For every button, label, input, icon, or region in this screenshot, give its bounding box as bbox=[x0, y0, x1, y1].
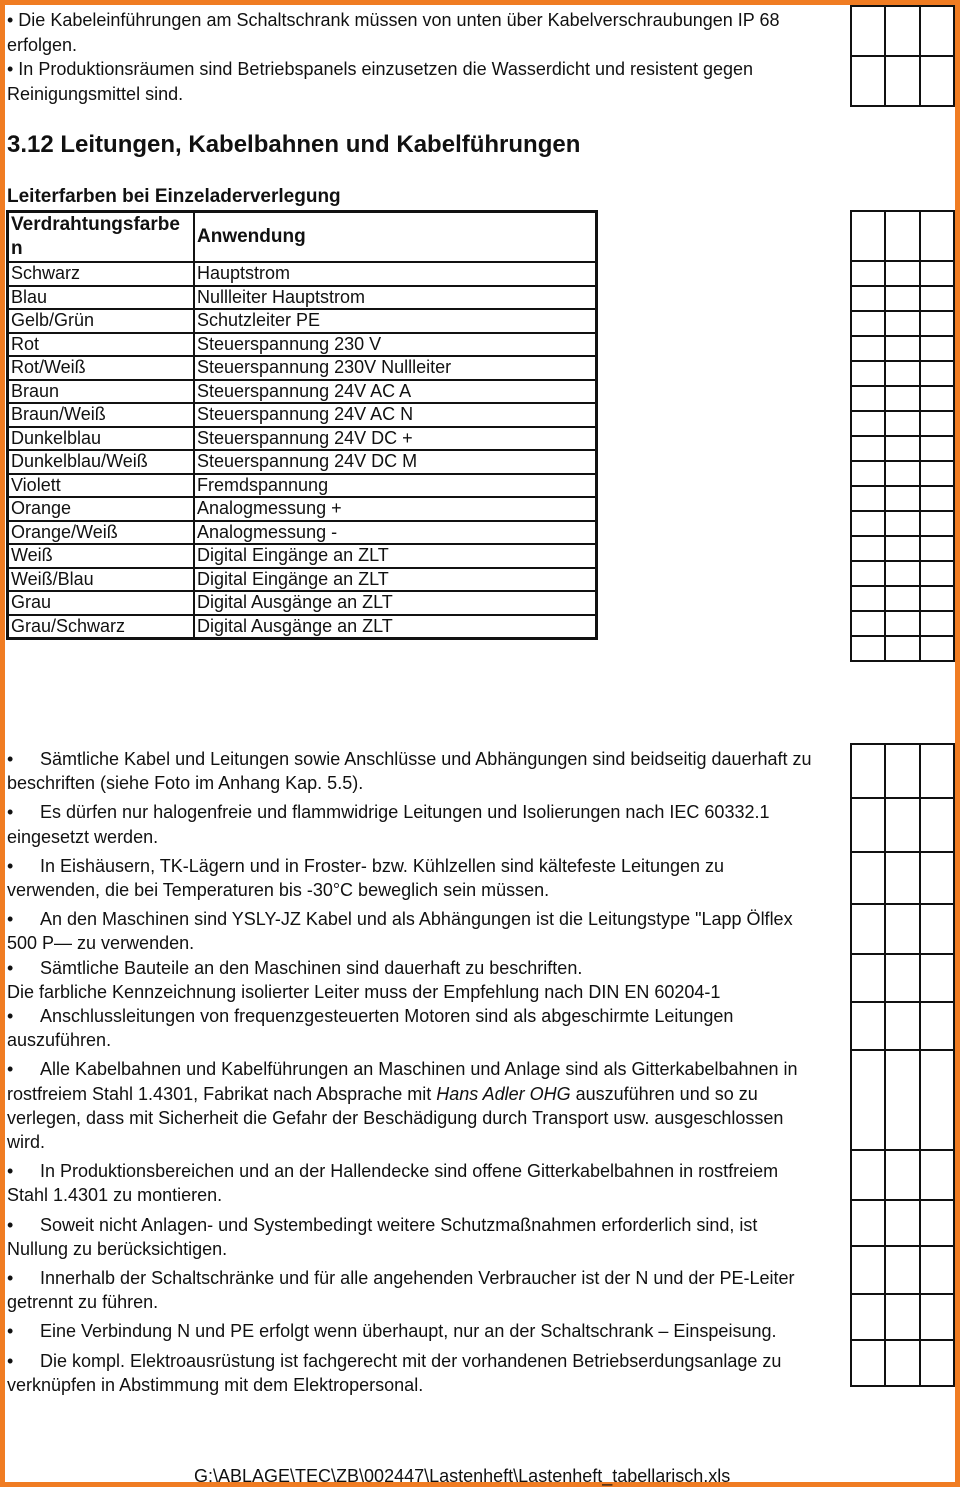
table-caption: Leiterfarben bei Einzeladerverlegung bbox=[7, 186, 341, 207]
grid-cell bbox=[885, 1150, 919, 1200]
color-cell: Gelb/Grün bbox=[8, 309, 195, 333]
grid-cell bbox=[851, 511, 885, 536]
table-row bbox=[8, 333, 597, 357]
grid-cell bbox=[920, 744, 954, 798]
grid-cell bbox=[920, 311, 954, 336]
grid-cell bbox=[920, 6, 954, 56]
grid-row bbox=[851, 311, 954, 336]
grid-cell bbox=[885, 1200, 919, 1246]
application-cell: Digital Eingänge an ZLT bbox=[194, 568, 597, 592]
bullet-icon: • bbox=[7, 1350, 14, 1371]
grid-row bbox=[851, 436, 954, 461]
table-row bbox=[8, 356, 597, 380]
grid-cell bbox=[851, 798, 885, 852]
grid-row bbox=[851, 336, 954, 361]
grid-cell bbox=[920, 336, 954, 361]
grid-cell bbox=[851, 536, 885, 561]
table-header-row bbox=[8, 212, 597, 263]
application-cell: Digital Eingänge an ZLT bbox=[194, 544, 597, 568]
grid-cell bbox=[851, 611, 885, 636]
grid-cell bbox=[851, 561, 885, 586]
grid-row bbox=[851, 611, 954, 636]
grid-cell bbox=[920, 286, 954, 311]
grid-row bbox=[851, 411, 954, 436]
grid-cell bbox=[885, 744, 919, 798]
grid-cell bbox=[851, 636, 885, 661]
grid-cell bbox=[920, 561, 954, 586]
grid-cell bbox=[920, 798, 954, 852]
grid-cell bbox=[920, 261, 954, 286]
grid-cell bbox=[885, 386, 919, 411]
list-item: • Anschlussleitungen von frequenzgesteuerten Motoren sind als abgeschirmte Leitungen auszuführen. bbox=[7, 1006, 734, 1051]
grid-cell bbox=[920, 904, 954, 954]
section-heading: 3.12 Leitungen, Kabelbahnen und Kabelführungen bbox=[7, 131, 581, 158]
list-item: • Alle Kabelbahnen und Kabelführungen an Maschinen und Anlage sind als Gitterkabelbahnen in rostfreiem Stahl 1.4301, Fabrikat nach Absprache mit Hans Adler OHG auszuführen und so zu verlegen, dass mit Sicherheit die Gefahr der Beschädigung durch Transport usw. ausgeschlossen wird. bbox=[7, 1059, 798, 1153]
grid-cell bbox=[851, 852, 885, 904]
application-cell: Analogmessung + bbox=[194, 497, 597, 521]
table-row bbox=[8, 544, 597, 568]
table-row bbox=[8, 591, 597, 615]
list-item: • An den Maschinen sind YSLY-JZ Kabel und als Abhängungen ist die Leitungstype "Lapp Ölflex 500 P— zu verwenden. bbox=[7, 909, 793, 954]
grid-cell bbox=[851, 6, 885, 56]
table-row bbox=[8, 380, 597, 404]
color-cell: Braun/Weiß bbox=[8, 403, 195, 427]
grid-row bbox=[851, 561, 954, 586]
grid-cell bbox=[851, 586, 885, 611]
grid-row bbox=[851, 1002, 954, 1050]
grid-cell bbox=[920, 536, 954, 561]
grid-row bbox=[851, 852, 954, 904]
grid-cell bbox=[920, 211, 954, 261]
grid-cell bbox=[920, 1150, 954, 1200]
grid-cell bbox=[851, 1294, 885, 1340]
grid-cell bbox=[851, 436, 885, 461]
grid-cell bbox=[885, 1050, 919, 1150]
grid-cell bbox=[885, 286, 919, 311]
grid-cell bbox=[851, 904, 885, 954]
grid-cell bbox=[885, 1294, 919, 1340]
grid-cell bbox=[920, 1002, 954, 1050]
grid-cell bbox=[851, 1246, 885, 1294]
grid-cell bbox=[851, 56, 885, 106]
grid-cell bbox=[920, 611, 954, 636]
application-cell: Nullleiter Hauptstrom bbox=[194, 286, 597, 310]
grid-cell bbox=[851, 461, 885, 486]
list-item: • Die kompl. Elektroausrüstung ist fachgerecht mit der vorhandenen Betriebserdungsanlage zu verknüpfen in Abstimmung mit dem Elektropersonal. bbox=[7, 1350, 782, 1395]
grid-cell bbox=[851, 1002, 885, 1050]
list-item: • In Produktionsbereichen und an der Hallendecke sind offene Gitterkabelbahnen in rostfreiem Stahl 1.4301 zu montieren. bbox=[7, 1161, 779, 1206]
grid-row bbox=[851, 56, 954, 106]
checklist-grid-top bbox=[850, 5, 955, 107]
list-item: • Soweit nicht Anlagen- und Systembedingt weitere Schutzmaßnahmen erforderlich sind, ist Nullung zu berücksichtigen. bbox=[7, 1214, 758, 1259]
checklist-grid-table bbox=[850, 210, 955, 662]
company-name: Hans Adler OHG bbox=[436, 1083, 571, 1104]
grid-row bbox=[851, 386, 954, 411]
color-cell: Orange bbox=[8, 497, 195, 521]
grid-row bbox=[851, 361, 954, 386]
application-cell: Schutzleiter PE bbox=[194, 309, 597, 333]
grid-cell bbox=[885, 411, 919, 436]
table-row bbox=[8, 286, 597, 310]
grid-row bbox=[851, 286, 954, 311]
application-cell: Hauptstrom bbox=[194, 262, 597, 286]
grid-cell bbox=[851, 1340, 885, 1386]
application-cell: Steuerspannung 24V AC A bbox=[194, 380, 597, 404]
grid-row bbox=[851, 211, 954, 261]
grid-cell bbox=[920, 954, 954, 1002]
grid-cell bbox=[885, 361, 919, 386]
grid-cell bbox=[920, 1200, 954, 1246]
application-cell: Steuerspannung 230 V bbox=[194, 333, 597, 357]
grid-row bbox=[851, 904, 954, 954]
grid-cell bbox=[885, 798, 919, 852]
grid-cell bbox=[851, 1050, 885, 1150]
color-cell: Weiß/Blau bbox=[8, 568, 195, 592]
bullet-icon: • bbox=[7, 1268, 14, 1289]
application-cell: Analogmessung - bbox=[194, 521, 597, 545]
list-item: • Eine Verbindung N und PE erfolgt wenn überhaupt, nur an der Schaltschrank – Einspeisung. bbox=[7, 1319, 812, 1343]
bullet-icon: • bbox=[7, 1214, 14, 1235]
color-cell: Violett bbox=[8, 474, 195, 498]
grid-cell bbox=[885, 6, 919, 56]
grid-cell bbox=[851, 336, 885, 361]
grid-cell bbox=[885, 536, 919, 561]
table-row bbox=[8, 309, 597, 333]
list-item: • Es dürfen nur halogenfreie und flammwidrige Leitungen und Isolierungen nach IEC 60332.1 eingesetzt werden. bbox=[7, 802, 770, 847]
grid-cell bbox=[885, 336, 919, 361]
list-item: • In Eishäusern, TK-Lägern und in Froster- bzw. Kühlzellen sind kältefeste Leitungen zu verwenden, die bei Temperaturen bis -30°C beweglich sein müssen. bbox=[7, 855, 725, 901]
grid-row bbox=[851, 536, 954, 561]
table-row bbox=[8, 568, 597, 592]
grid-row bbox=[851, 6, 954, 56]
grid-row bbox=[851, 461, 954, 486]
table-row bbox=[8, 615, 597, 639]
grid-row bbox=[851, 486, 954, 511]
checklist-grid-bullets bbox=[850, 743, 955, 1387]
grid-cell bbox=[851, 261, 885, 286]
grid-row bbox=[851, 744, 954, 798]
bullet-icon: • bbox=[7, 1161, 14, 1182]
grid-cell bbox=[920, 636, 954, 661]
grid-cell bbox=[885, 852, 919, 904]
grid-row bbox=[851, 798, 954, 852]
grid-cell bbox=[885, 904, 919, 954]
color-cell: Rot bbox=[8, 333, 195, 357]
grid-cell bbox=[885, 1246, 919, 1294]
grid-row bbox=[851, 1340, 954, 1386]
color-cell: Grau/Schwarz bbox=[8, 615, 195, 639]
bullet-icon: • bbox=[7, 855, 14, 876]
grid-cell bbox=[920, 852, 954, 904]
grid-cell bbox=[885, 261, 919, 286]
color-cell: Orange/Weiß bbox=[8, 521, 195, 545]
grid-row bbox=[851, 586, 954, 611]
grid-cell bbox=[885, 486, 919, 511]
grid-cell bbox=[885, 56, 919, 106]
color-cell: Dunkelblau bbox=[8, 427, 195, 451]
grid-cell bbox=[851, 411, 885, 436]
wire-color-table bbox=[6, 210, 598, 640]
grid-cell bbox=[920, 461, 954, 486]
grid-cell bbox=[920, 1340, 954, 1386]
grid-cell bbox=[885, 1340, 919, 1386]
grid-row bbox=[851, 1150, 954, 1200]
grid-cell bbox=[920, 511, 954, 536]
list-item: • Innerhalb der Schaltschränke und für alle angehenden Verbraucher ist der N und der PE-Leiter getrennt zu führen. bbox=[7, 1268, 795, 1313]
bullet-icon: • bbox=[7, 909, 14, 930]
grid-cell bbox=[851, 361, 885, 386]
table-row bbox=[8, 521, 597, 545]
grid-row bbox=[851, 954, 954, 1002]
grid-cell bbox=[920, 436, 954, 461]
table-row bbox=[8, 262, 597, 286]
grid-cell bbox=[885, 311, 919, 336]
grid-cell bbox=[885, 586, 919, 611]
bullet-icon: • bbox=[7, 1006, 14, 1027]
color-cell: Weiß bbox=[8, 544, 195, 568]
grid-cell bbox=[885, 511, 919, 536]
table-row bbox=[8, 474, 597, 498]
intro-text bbox=[7, 8, 807, 106]
grid-cell bbox=[851, 486, 885, 511]
grid-row bbox=[851, 511, 954, 536]
grid-cell bbox=[851, 1150, 885, 1200]
table-row bbox=[8, 497, 597, 521]
plain-line: Die farbliche Kennzeichnung isolierter Leiter muss der Empfehlung nach DIN EN 60204-1 bbox=[7, 981, 721, 1002]
grid-row bbox=[851, 1246, 954, 1294]
grid-cell bbox=[920, 1050, 954, 1150]
requirements-list bbox=[7, 747, 812, 1402]
grid-row bbox=[851, 636, 954, 661]
grid-cell bbox=[851, 311, 885, 336]
grid-cell bbox=[920, 1294, 954, 1340]
grid-cell bbox=[885, 636, 919, 661]
application-cell: Steuerspannung 24V AC N bbox=[194, 403, 597, 427]
bullet-icon: • bbox=[7, 1059, 14, 1080]
application-cell: Digital Ausgänge an ZLT bbox=[194, 615, 597, 639]
grid-cell bbox=[851, 744, 885, 798]
grid-row bbox=[851, 261, 954, 286]
grid-cell bbox=[851, 1200, 885, 1246]
table-row bbox=[8, 427, 597, 451]
intro-line-2: • In Produktionsräumen sind Betriebspanels einzusetzen die Wasserdicht und resistent gegen Reinigungsmittel sind. bbox=[7, 59, 754, 104]
grid-cell bbox=[885, 211, 919, 261]
grid-cell bbox=[920, 386, 954, 411]
header-application: Anwendung bbox=[194, 212, 597, 263]
color-cell: Rot/Weiß bbox=[8, 356, 195, 380]
table-row bbox=[8, 450, 597, 474]
list-item: • Sämtliche Kabel und Leitungen sowie Anschlüsse und Abhängungen sind beidseitig dauerhaft zu beschriften (siehe Foto im Anhang Kap. 5.5). bbox=[7, 749, 812, 794]
grid-cell bbox=[851, 954, 885, 1002]
grid-cell bbox=[920, 1246, 954, 1294]
grid-row bbox=[851, 1200, 954, 1246]
table-row bbox=[8, 403, 597, 427]
color-cell: Schwarz bbox=[8, 262, 195, 286]
grid-cell bbox=[851, 286, 885, 311]
application-cell: Steuerspannung 230V Nullleiter bbox=[194, 356, 597, 380]
header-wiring-color: Verdrahtungsfarbe n bbox=[8, 212, 195, 263]
grid-cell bbox=[920, 411, 954, 436]
color-cell: Dunkelblau/Weiß bbox=[8, 450, 195, 474]
list-item: • Sämtliche Bauteile an den Maschinen sind dauerhaft zu beschriften. bbox=[7, 956, 812, 980]
grid-cell bbox=[851, 211, 885, 261]
application-cell: Steuerspannung 24V DC M bbox=[194, 450, 597, 474]
color-cell: Braun bbox=[8, 380, 195, 404]
grid-cell bbox=[885, 611, 919, 636]
application-cell: Fremdspannung bbox=[194, 474, 597, 498]
grid-cell bbox=[885, 436, 919, 461]
grid-cell bbox=[885, 461, 919, 486]
grid-row bbox=[851, 1294, 954, 1340]
bullet-icon: • bbox=[7, 1321, 14, 1342]
bullet-icon: • bbox=[7, 749, 14, 769]
grid-cell bbox=[885, 561, 919, 586]
bullet-icon: • bbox=[7, 802, 14, 823]
grid-cell bbox=[920, 361, 954, 386]
color-cell: Grau bbox=[8, 591, 195, 615]
grid-cell bbox=[851, 386, 885, 411]
grid-row bbox=[851, 1050, 954, 1150]
grid-cell bbox=[885, 1002, 919, 1050]
application-cell: Steuerspannung 24V DC + bbox=[194, 427, 597, 451]
application-cell: Digital Ausgänge an ZLT bbox=[194, 591, 597, 615]
file-path-footer: G:\ABLAGE\TEC\ZB\002447\Lastenheft\Lastenheft_tabellarisch.xls bbox=[194, 1466, 731, 1486]
grid-cell bbox=[920, 586, 954, 611]
bullet-icon: • bbox=[7, 957, 14, 978]
grid-cell bbox=[920, 486, 954, 511]
grid-cell bbox=[920, 56, 954, 106]
intro-line-1: • Die Kabeleinführungen am Schaltschrank müssen von unten über Kabelverschraubungen IP 68 erfolgen. bbox=[7, 10, 780, 55]
color-cell: Blau bbox=[8, 286, 195, 310]
grid-cell bbox=[885, 954, 919, 1002]
